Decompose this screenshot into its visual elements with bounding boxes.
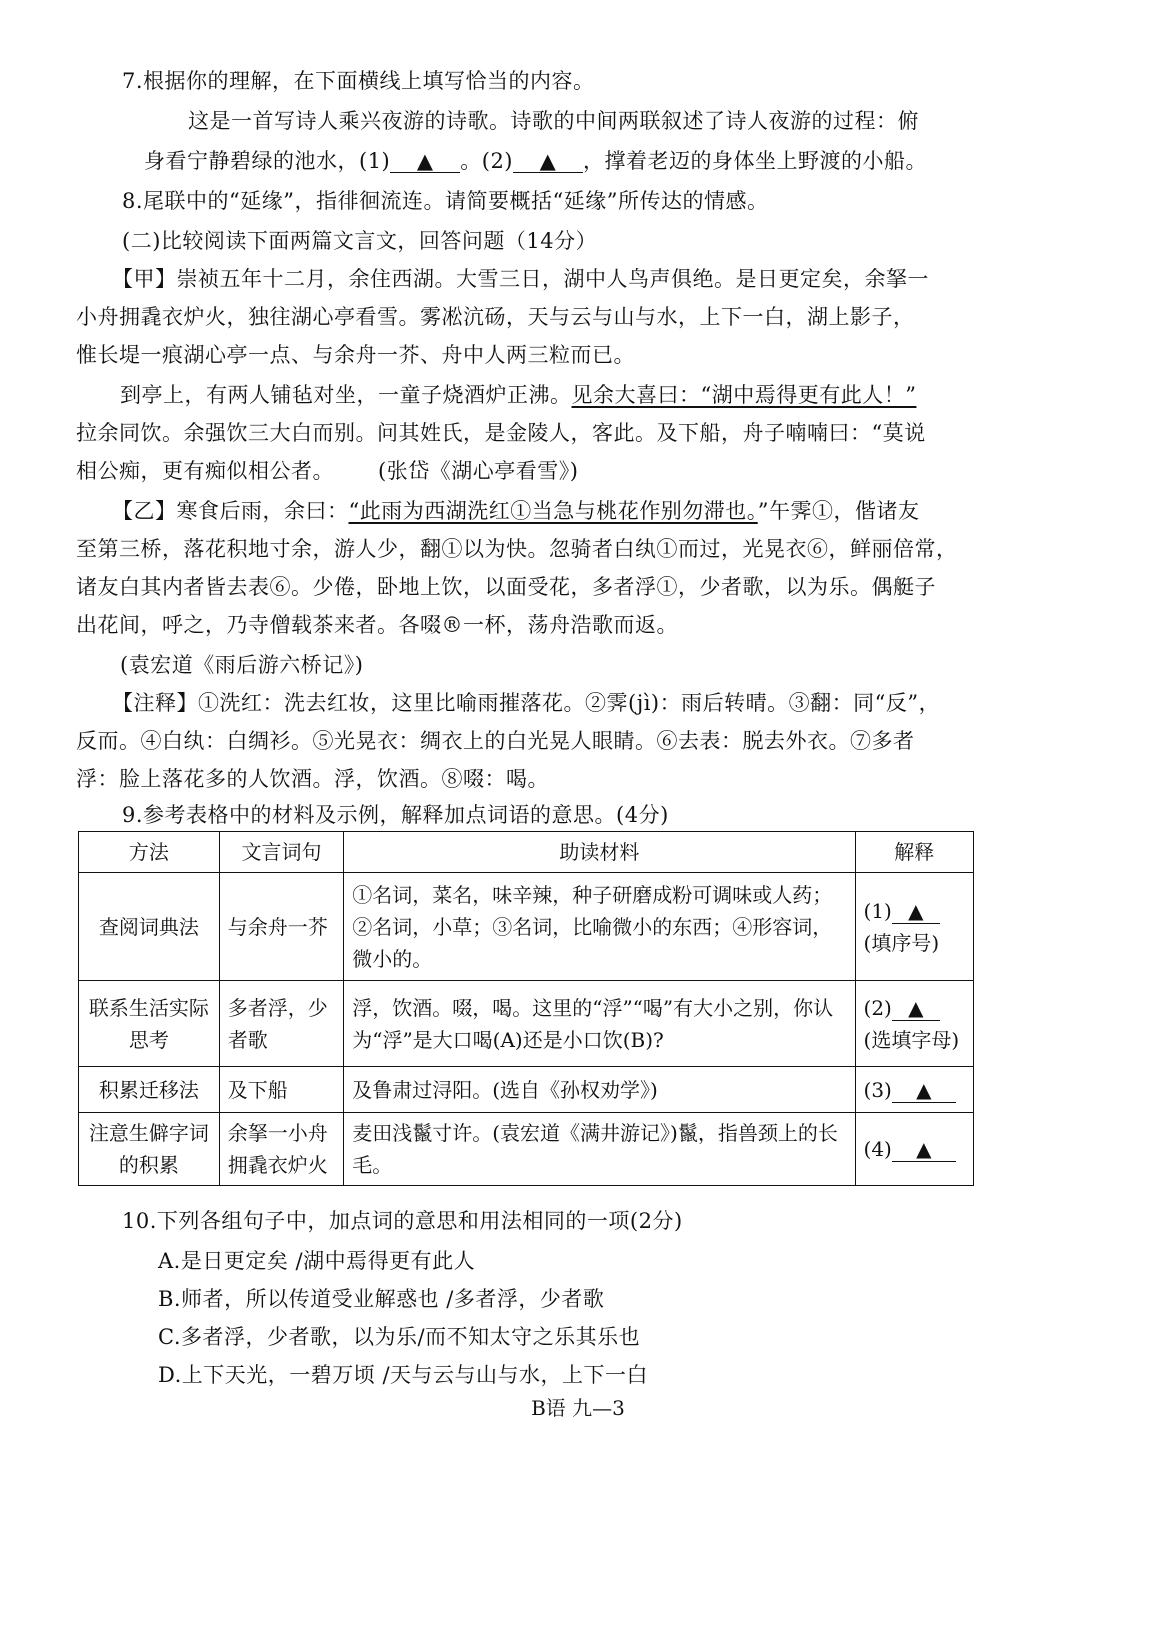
notes-line2: 反而。④白纨：白绸衫。⑤光晃衣：绸衣上的白光晃人眼睛。⑥去表：脱去外衣。⑦多者 [76, 729, 915, 753]
row-method: 积累迁移法 [79, 1067, 220, 1113]
yi-text-b: ”午霁①，偕诸友 [757, 499, 920, 523]
yi-line3: 诸友白其内者皆去表⑥。少倦，卧地上饮，以面受花，多者浮①，少者歌，以为乐。偶艇子 [76, 575, 936, 599]
answer-number: (1) [863, 898, 892, 923]
row-phrase: 多者浮，少者歌 [219, 981, 344, 1067]
yi-line2: 至第三桥，落花积地寸余，游人少，翻①以为快。忽骑者白纨①而过，光晃衣⑥，鲜丽倍常， [76, 537, 958, 561]
yi-text-a: 【乙】寒食后雨，余曰： [112, 499, 349, 523]
q9-table [78, 831, 974, 1186]
answer-blank[interactable]: ▲ [892, 996, 940, 1021]
notes-line3: 浮：脸上落花多的人饮酒。浮，饮酒。⑧啜：喝。 [76, 767, 549, 791]
answer-blank[interactable]: ▲ [892, 1078, 956, 1103]
yi-underlined-sentence: “此雨为西湖洗红①当急与桃花作别勿滞也。 [348, 499, 758, 523]
row-phrase: 余拏一小舟拥毳衣炉火 [219, 1113, 344, 1186]
q10-option-a[interactable]: A.是日更定矣 /湖中焉得更有此人 [158, 1249, 476, 1273]
row-answer [855, 873, 973, 981]
page-footer: B语 九—3 [531, 1396, 625, 1420]
row-material: ①名词，菜名，味辛辣，种子研磨成粉可调味或人药；②名词，小草；③名词，比喻微小的东西；④形容词，微小的。 [344, 873, 855, 981]
jia-p1-line2: 小舟拥毳衣炉火，独往湖心亭看雪。雾凇沆砀，天与云与山与水，上下一白，湖上影子， [76, 305, 915, 329]
q9-table-header-row [79, 832, 974, 873]
row-method: 注意生僻字词的积累 [79, 1113, 220, 1186]
row-answer [855, 1113, 973, 1186]
header-answer: 解释 [855, 832, 973, 873]
row-method: 联系生活实际思考 [79, 981, 220, 1067]
row-material: 麦田浅鬣寸许。(袁宏道《满井游记》)鬣，指兽颈上的长毛。 [344, 1113, 855, 1186]
answer-number: (2) [863, 995, 892, 1020]
yi-line1 [112, 496, 919, 526]
jia-p2-line3 [76, 456, 578, 486]
q7-passage-line1: 这是一首写诗人乘兴夜游的诗歌。诗歌的中间两联叙述了诗人夜游的过程：俯 [188, 109, 919, 133]
q7-title: 7.根据你的理解，在下面横线上填写恰当的内容。 [122, 69, 595, 93]
row-phrase: 及下船 [219, 1067, 344, 1113]
jia-p1-line1: 【甲】崇祯五年十二月，余住西湖。大雪三日，湖中人鸟声俱绝。是日更定矣，余拏一 [112, 267, 929, 291]
q8-question: 8.尾联中的“延缘”，指徘徊流连。请简要概括“延缘”所传达的情感。 [122, 189, 769, 213]
notes-line1: 【注释】①洗红：洗去红妆，这里比喻雨摧落花。②霁(jì)：雨后转晴。③翻：同“反”， [112, 691, 941, 715]
q7-answer-blank-1[interactable]: ▲ [390, 150, 460, 173]
q10-title: 10.下列各组句子中，加点词的意思和用法相同的一项(2分) [122, 1209, 683, 1233]
q10-option-b[interactable]: B.师者，所以传道受业解惑也 /多者浮，少者歌 [158, 1287, 605, 1311]
answer-hint: (填序号) [863, 930, 940, 955]
q10-option-c[interactable]: C.多者浮，少者歌，以为乐/而不知太守之乐其乐也 [158, 1325, 641, 1349]
q9-title: 9.参考表格中的材料及示例，解释加点词语的意思。(4分) [122, 803, 669, 827]
row-answer [855, 1067, 973, 1113]
table-row [79, 873, 974, 981]
jia-source: (张岱《湖心亭看雪》) [378, 459, 579, 483]
jia-p2-text-end: 相公痴，更有痴似相公者。 [76, 459, 334, 483]
answer-number: (4) [863, 1137, 892, 1161]
q7-text-a: 身看宁静碧绿的池水，(1) [144, 149, 391, 173]
section2-title: (二)比较阅读下面两篇文言文，回答问题（14分） [122, 229, 598, 253]
row-method: 查阅词典法 [79, 873, 220, 981]
table-row [79, 1113, 974, 1186]
header-material: 助读材料 [344, 832, 855, 873]
yi-line4: 出花间，呼之，乃寺僧载茶来者。各啜®一杯，荡舟浩歌而返。 [76, 613, 678, 637]
header-phrase: 文言词句 [219, 832, 344, 873]
row-phrase: 与余舟一芥 [219, 873, 344, 981]
answer-hint: (选填字母) [863, 1027, 960, 1052]
row-material: 浮，饮酒。啜，喝。这里的“浮”“喝”有大小之别，你认为“浮”是大口喝(A)还是小口饮(B)? [344, 981, 855, 1067]
yi-source: (袁宏道《雨后游六桥记》) [120, 653, 364, 677]
q7-text-b: 。(2) [460, 149, 513, 173]
row-material: 及鲁肃过浔阳。(选自《孙权劝学》) [344, 1067, 855, 1113]
q10-option-d[interactable]: D.上下天光，一碧万顷 /天与云与山与水，上下一白 [158, 1363, 649, 1387]
q7-passage-line2 [144, 146, 927, 176]
row-answer [855, 981, 973, 1067]
jia-p2-line2: 拉余同饮。余强饮三大白而别。问其姓氏，是金陵人，客此。及下船，舟子喃喃曰：“莫说 [76, 421, 926, 445]
jia-p2-line1 [120, 380, 916, 410]
answer-blank[interactable]: ▲ [892, 899, 940, 924]
q7-answer-blank-2[interactable]: ▲ [513, 150, 583, 173]
header-method: 方法 [79, 832, 220, 873]
jia-underlined-sentence: 见余大喜曰：“湖中焉得更有此人！” [571, 383, 917, 407]
answer-number: (3) [863, 1077, 892, 1102]
jia-p2-text: 到亭上，有两人铺毡对坐，一童子烧酒炉正沸。 [120, 383, 572, 407]
q7-text-c: ，撑着老迈的身体坐上野渡的小船。 [583, 149, 927, 173]
table-row [79, 1067, 974, 1113]
jia-p1-line3: 惟长堤一痕湖心亭一点、与余舟一芥、舟中人两三粒而已。 [76, 343, 635, 367]
answer-blank[interactable]: ▲ [892, 1137, 956, 1162]
table-row [79, 981, 974, 1067]
